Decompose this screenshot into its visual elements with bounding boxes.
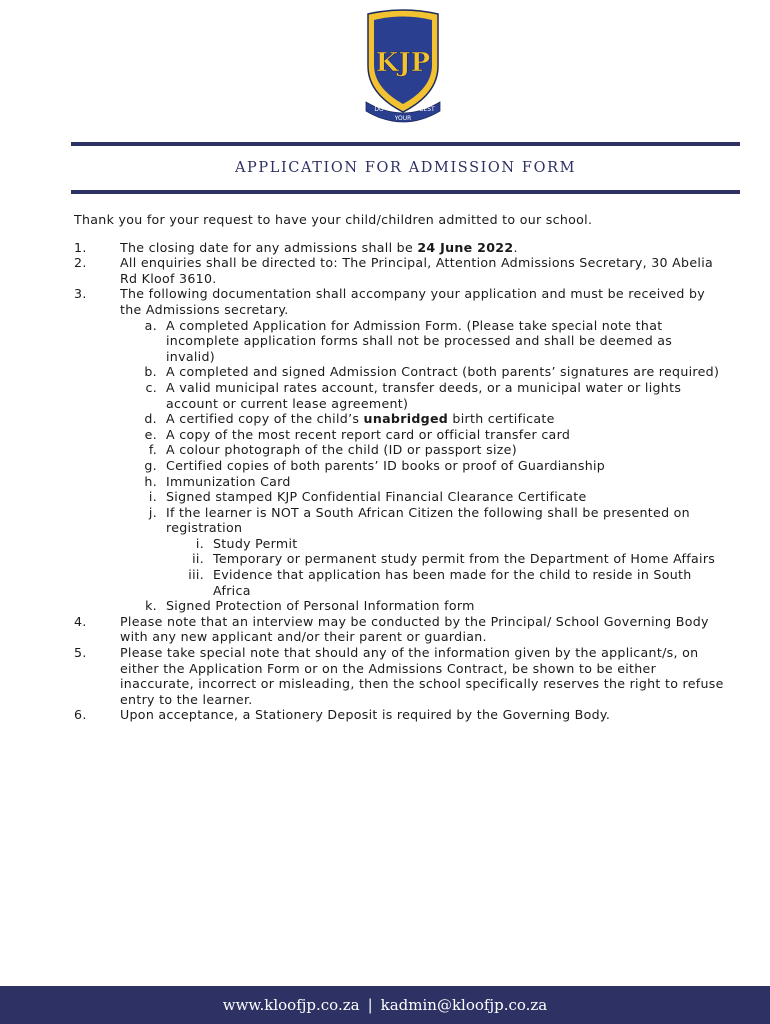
sub-item-letter: g. (144, 457, 157, 473)
sub-item-letter: h. (144, 473, 157, 489)
item-text: The closing date for any admissions shall be (120, 239, 418, 255)
school-crest-logo (362, 8, 444, 126)
footer-separator: | (367, 996, 373, 1014)
item-text: Please take special note that should any of the information given by the applicant/s, on either the Application Form or on the Admissions Contract, be shown to be either inaccurate, incorrect or misleading, then the school specifically reserves the right to refuse entry to the learner. (120, 645, 724, 707)
sub-item-a (74, 318, 724, 365)
item-number: 4. (74, 613, 87, 629)
item-number: 5. (74, 645, 87, 661)
footer-email-link[interactable]: kadmin@kloofjp.co.za (380, 996, 548, 1014)
sub-item-e (74, 427, 724, 443)
closing-date: 24 June 2022 (417, 239, 514, 255)
list-item-1 (74, 240, 724, 256)
footer-website-link[interactable]: www.kloofjp.co.za (222, 996, 360, 1014)
sub-item-g (74, 458, 724, 474)
item-text-end: . (513, 239, 518, 255)
sub-item-text: Certified copies of both parents’ ID books or proof of Guardianship (166, 457, 606, 473)
svg-text:BEST: BEST (419, 106, 435, 113)
roman-item-text: Study Permit (213, 535, 298, 551)
emphasis-unabridged: unabridged (363, 411, 449, 427)
sub-item-k (74, 598, 724, 614)
item-number: 6. (74, 707, 87, 723)
sub-item-h (74, 474, 724, 490)
sub-item-text: A colour photograph of the child (ID or passport size) (166, 442, 517, 458)
sub-item-j (74, 505, 724, 536)
intro-paragraph: Thank you for your request to have your child/children admitted to our school. (74, 212, 593, 227)
item-number: 3. (74, 286, 87, 302)
document-body (74, 212, 724, 723)
sub-item-i (74, 489, 724, 505)
roman-item-text: Evidence that application has been made for the child to reside in South Africa (213, 567, 692, 598)
sub-item-letter: i. (148, 489, 157, 505)
list-item-3 (74, 286, 724, 317)
sub-item-letter: c. (145, 379, 157, 395)
svg-text:YOUR: YOUR (394, 115, 412, 122)
header-top-rule (71, 142, 740, 146)
list-item-5 (74, 645, 724, 707)
sub-item-letter: d. (144, 411, 157, 427)
item-text: The following documentation shall accompany your application and must be received by the Admissions secretary. (120, 286, 706, 317)
sub-item-text: Signed stamped KJP Confidential Financial Clearance Certificate (166, 489, 587, 505)
sub-item-text: A copy of the most recent report card or official transfer card (166, 426, 571, 442)
roman-item-ii (74, 551, 724, 567)
item-text: All enquiries shall be directed to: The Principal, Attention Admissions Secretary, 30 Abelia Rd Kloof 3610. (120, 255, 714, 286)
sub-item-letter: k. (145, 598, 157, 614)
header-bottom-rule (71, 190, 740, 194)
sub-item-text: A certified copy of the child’s (166, 411, 364, 427)
roman-numeral: iii. (188, 567, 204, 583)
roman-numeral: ii. (192, 551, 204, 567)
sub-item-d (74, 411, 724, 427)
roman-numeral: i. (195, 535, 204, 551)
list-item-2 (74, 255, 724, 286)
form-title: APPLICATION FOR ADMISSION FORM (234, 160, 577, 176)
sub-item-text: Signed Protection of Personal Information form (166, 598, 475, 614)
item-number: 2. (74, 255, 87, 271)
list-item-6 (74, 707, 724, 723)
roman-item-iii (74, 567, 724, 598)
sub-item-letter: f. (148, 442, 157, 458)
sub-item-letter: j. (148, 504, 157, 520)
sub-item-letter: e. (144, 426, 157, 442)
footer-bar (0, 986, 770, 1024)
item-text: Please note that an interview may be conducted by the Principal/ School Governing Body with any new applicant and/or their parent or guardian. (120, 613, 709, 645)
sub-item-text: If the learner is NOT a South African Citizen the following shall be presented on registration (166, 504, 690, 536)
svg-text:KJP: KJP (375, 48, 431, 78)
roman-item-i (74, 536, 724, 552)
sub-item-f (74, 442, 724, 458)
item-text: Upon acceptance, a Stationery Deposit is required by the Governing Body. (120, 707, 611, 723)
sub-item-text: A completed Application for Admission Form. (Please take special note that incomplete application forms shall not be processed and shall be deemed as invalid) (166, 317, 673, 364)
list-item-4 (74, 614, 724, 645)
roman-item-text: Temporary or permanent study permit from the Department of Home Affairs (213, 551, 716, 567)
sub-item-letter: b. (144, 364, 157, 380)
sub-item-text: Immunization Card (166, 473, 291, 489)
sub-item-text: A completed and signed Admission Contract (both parents’ signatures are required) (166, 364, 720, 380)
svg-text:DO: DO (374, 106, 384, 113)
sub-item-text: A valid municipal rates account, transfer deeds, or a municipal water or lights account or current lease agreement) (166, 379, 682, 411)
sub-item-b (74, 364, 724, 380)
sub-item-text-end: birth certificate (448, 411, 555, 427)
item-number: 1. (74, 239, 87, 255)
sub-item-c (74, 380, 724, 411)
sub-item-letter: a. (144, 317, 157, 333)
